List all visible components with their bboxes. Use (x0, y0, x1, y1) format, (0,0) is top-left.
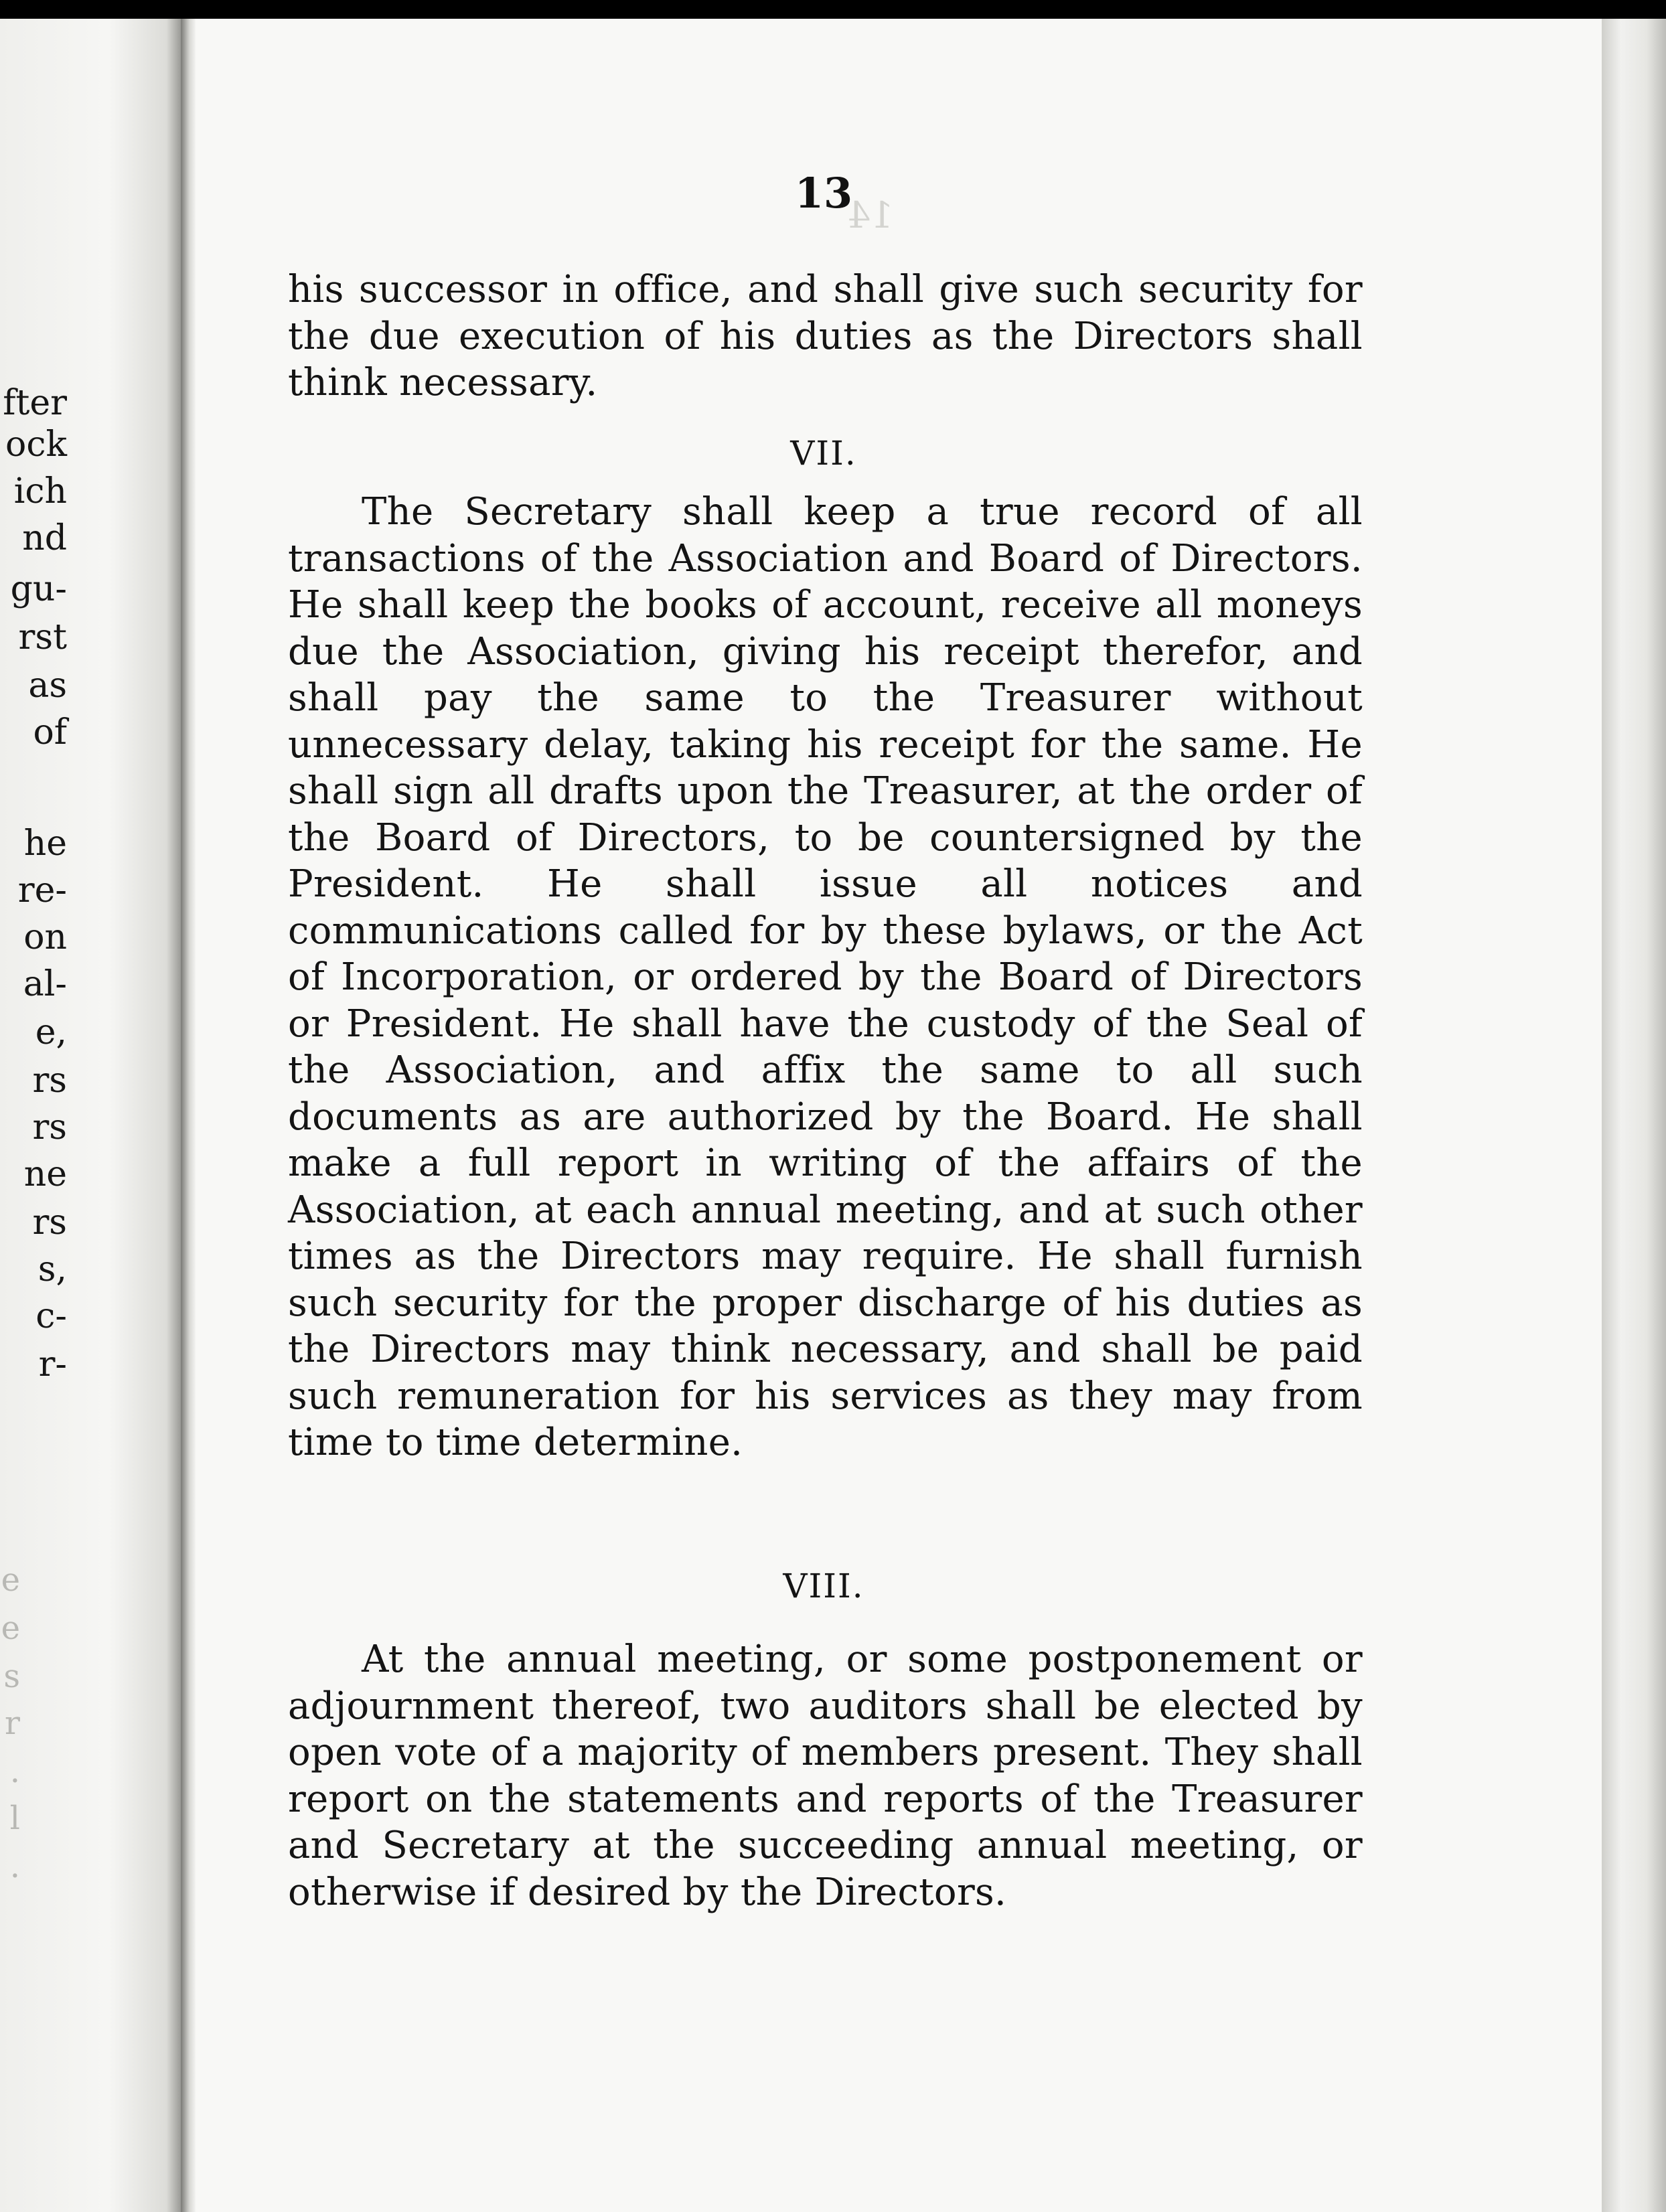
section-viii-body: At the annual meeting, or some postponement or adjournment thereof, two auditors shall be elected by open vote of a majority of members present. They shall report on the statements and reports of the Treasurer and Secretary at the succeeding annual meeting, or otherwise if desired by the Directors. (288, 1638, 1363, 1914)
left-fragment: s (3, 1658, 20, 1695)
left-fragment: rs (32, 1107, 67, 1148)
left-fragment: rst (18, 617, 67, 657)
left-fragment: nd (22, 518, 67, 558)
left-fragment: re- (17, 870, 67, 911)
section-heading-vii: VII. (790, 434, 857, 473)
book-gutter (181, 19, 196, 2212)
left-fragment: ock (5, 424, 67, 465)
left-fragment: l (9, 1800, 20, 1837)
page-number: 13 (794, 169, 853, 218)
left-fragment: ich (13, 471, 67, 511)
left-page-edge (0, 19, 181, 2212)
section-vii-body: The Secretary shall keep a true record of all transactions of the Association and Board of Directors. He shall keep the books of account, receive all moneys due the Association, giving his receipt therefor, and shall pay the same to the Treasurer without unnecessary delay, taking his receipt for the same. He shall sign all drafts upon the Treasurer, at the order of the Board of Directors, to be countersigned by the President. He shall issue all notices and communications called for by these bylaws, or the Act of Incorporation, or ordered by the Board of Directors or President. He shall have the custody of the Seal of the Association, and affix the same to all such documents as are authorized by the Board. He shall make a full report in writing of the affairs of the Association, at each annual meeting, and at such other times as the Directors may require. He shall furnish such security for the proper discharge of his duties as the Directors may think necessary, and shall be paid such remuneration for his services as they may from time to time determine. (288, 490, 1363, 1464)
left-fragment: rs (32, 1060, 67, 1101)
opening-paragraph: his successor in office, and shall give such security for the due execution of his duties as the Directors shall think necessary. (288, 268, 1363, 404)
section-heading-viii: VIII. (783, 1567, 864, 1605)
left-fragment: r (5, 1705, 20, 1742)
left-fragment: ne (23, 1154, 67, 1194)
left-fragment: of (33, 712, 67, 753)
left-fragment: . (9, 1753, 20, 1790)
left-fragment: rs (32, 1202, 67, 1243)
left-fragment: he (23, 823, 67, 864)
left-fragment: e, (35, 1012, 67, 1052)
left-fragment: e (1, 1609, 20, 1647)
left-fragment: e (1, 1561, 20, 1599)
left-fragment: on (23, 917, 67, 957)
left-fragment: s, (37, 1249, 67, 1289)
left-fragment: r- (38, 1344, 67, 1385)
left-fragment: as (28, 665, 67, 706)
left-fragment: c- (35, 1296, 67, 1336)
left-fragment: fter (3, 383, 67, 423)
left-fragment: al- (23, 964, 67, 1004)
left-fragment: . (9, 1848, 20, 1885)
left-fragment: gu- (10, 569, 67, 609)
show-through-page-number: 14 (847, 194, 894, 236)
page-edge-shadow (1602, 19, 1666, 2212)
